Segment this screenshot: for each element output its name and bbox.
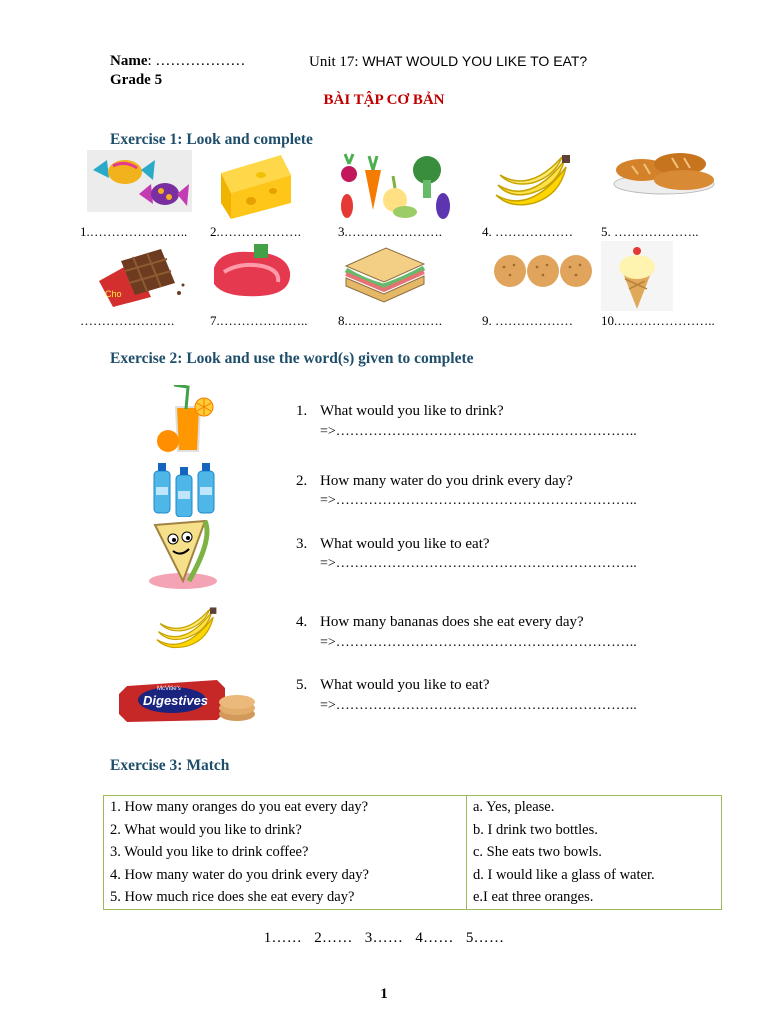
digestives-label: Digestives: [143, 693, 209, 708]
brand-label: McVitie's: [157, 686, 181, 692]
ex2-question-num: 4.: [296, 614, 308, 630]
ex2-question-num: 2.: [296, 473, 308, 489]
name-label: Name: [110, 53, 148, 69]
ex2-answer-2[interactable]: =>………………………………………………………..: [320, 493, 637, 508]
ex2-question-num: 5.: [296, 677, 308, 693]
meat-icon: [210, 244, 294, 300]
ex1-blank-8[interactable]: 8.………………….: [338, 313, 442, 328]
ex1-blank-10[interactable]: 10.…………………..: [601, 313, 715, 328]
match-question-2: 2. What would you like to drink?: [110, 821, 302, 838]
match-question-1: 1. How many oranges do you eat every day?: [110, 799, 369, 815]
chocolate-icon: [95, 241, 187, 309]
ex1-blank-3[interactable]: 3.………………….: [338, 224, 442, 239]
ex2-question-num: 3.: [296, 536, 308, 552]
ex2-answer-5[interactable]: =>………………………………………………………..: [320, 698, 637, 713]
biscuits-icon: [492, 253, 594, 289]
svg-text:Cho: Cho: [105, 289, 122, 299]
ice-cream-icon: [601, 241, 673, 311]
document-title: BÀI TẬP CƠ BẢN: [323, 92, 445, 108]
ex1-blank-7[interactable]: 7.…………….…..: [210, 313, 308, 328]
water-bottles-icon: [150, 459, 218, 517]
ex2-question-text: What would you like to drink?: [320, 403, 504, 419]
match-questions: [104, 796, 467, 910]
ex1-blank-5[interactable]: 5. ………………..: [601, 224, 699, 239]
ex1-blank-6[interactable]: ………………….: [80, 313, 175, 328]
ex1-blank-4[interactable]: 4. ………………: [482, 224, 573, 239]
match-row: [104, 796, 722, 910]
bread-icon: [612, 148, 716, 196]
ex2-question-num: 1.: [296, 403, 308, 419]
sandwich-character-icon: [143, 519, 223, 595]
ex1-blank-1[interactable]: 1.…………………..: [80, 224, 188, 239]
banana-icon-2: [152, 603, 218, 657]
unit-heading: [309, 53, 587, 71]
name-blank: : ………………: [147, 53, 246, 69]
ex2-question-3: [296, 536, 490, 553]
match-question-4: 4. How many water do you drink every day?: [110, 866, 369, 883]
ex1-blank-9[interactable]: 9. ………………: [482, 313, 573, 328]
ex2-question-5: [296, 677, 490, 694]
digestives-biscuits-icon: [117, 672, 257, 732]
match-answer-a: a. Yes, please.: [473, 799, 555, 815]
ex2-question-1: [296, 403, 504, 420]
match-answer-d: d. I would like a glass of water.: [473, 866, 655, 883]
exercise3-title: Exercise 3: Match: [110, 757, 230, 774]
exercise1-title: Exercise 1: Look and complete: [110, 131, 313, 148]
page-number: 1: [380, 986, 388, 1002]
unit-title: WHAT WOULD YOU LIKE TO EAT?: [362, 53, 588, 69]
match-answers: [467, 796, 722, 910]
ex2-answer-1[interactable]: =>………………………………………………………..: [320, 424, 637, 439]
candy-icon: [87, 150, 192, 212]
ex2-answer-3[interactable]: =>………………………………………………………..: [320, 556, 637, 571]
match-answer-c: c. She eats two bowls.: [473, 844, 602, 860]
ex2-question-text: What would you like to eat?: [320, 536, 490, 552]
grade-label: Grade 5: [110, 72, 163, 88]
ex2-answer-4[interactable]: =>………………………………………………………..: [320, 635, 637, 650]
banana-icon: [490, 155, 572, 211]
ex2-question-text: How many water do you drink every day?: [320, 473, 573, 489]
orange-juice-icon: [152, 385, 216, 455]
match-table: [103, 795, 722, 910]
ex2-question-text: What would you like to eat?: [320, 677, 490, 693]
match-answer-e: e.I eat three oranges.: [473, 889, 594, 905]
match-question-3: 3. Would you like to drink coffee?: [110, 844, 309, 860]
match-answer-b: b. I drink two bottles.: [473, 821, 598, 838]
exercise2-title: Exercise 2: Look and use the word(s) given to complete: [110, 350, 474, 367]
match-answer-line[interactable]: 1…… 2…… 3…… 4…… 5……: [263, 930, 505, 946]
ex2-question-text: How many bananas does she eat every day?: [320, 614, 584, 630]
ex2-question-2: [296, 473, 573, 490]
sandwich-icon: [340, 244, 428, 304]
name-field: [110, 53, 245, 70]
match-question-5: 5. How much rice does she eat every day?: [110, 889, 355, 905]
ex2-question-4: [296, 614, 584, 631]
ex1-blank-2[interactable]: 2.……………….: [210, 224, 301, 239]
unit-prefix: Unit 17:: [309, 54, 359, 70]
cheese-icon: [211, 153, 295, 221]
vegetables-icon: [335, 150, 453, 222]
